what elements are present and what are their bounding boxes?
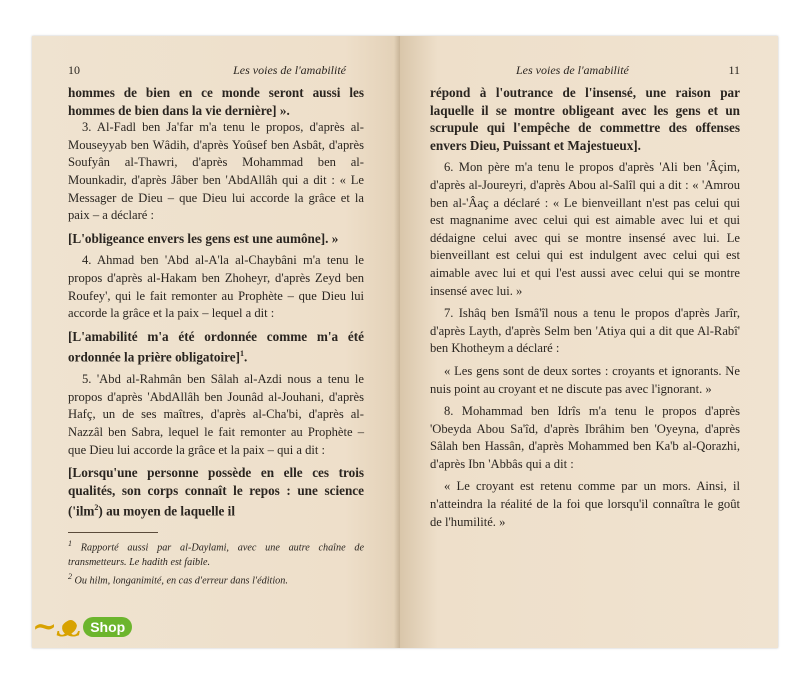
footnote-text: Ou hilm, longanimité, en cas d'erreur dans l'édition. bbox=[72, 575, 288, 587]
paragraph bbox=[430, 363, 740, 398]
paragraph bbox=[68, 119, 364, 225]
paragraph bbox=[430, 84, 740, 154]
paragraph-tail: . bbox=[244, 349, 248, 365]
footnote-rule bbox=[68, 532, 158, 533]
paragraph bbox=[68, 464, 364, 520]
footnote bbox=[68, 537, 364, 569]
paragraph bbox=[430, 403, 740, 473]
footnote bbox=[68, 570, 364, 588]
right-page-header bbox=[430, 62, 740, 78]
footnote-mark: 1 bbox=[240, 349, 245, 359]
left-page bbox=[32, 36, 400, 648]
paragraph bbox=[68, 230, 364, 248]
footnotes bbox=[68, 537, 364, 588]
right-page bbox=[400, 36, 778, 648]
footnote-text: Rapporté aussi par al-Daylami, avec une autre chaîne de transmetteurs. Le hadith est faible. bbox=[68, 542, 364, 568]
paragraph bbox=[430, 159, 740, 300]
footnote-number: 2 bbox=[68, 571, 72, 581]
right-page-text bbox=[430, 84, 740, 531]
paragraph bbox=[68, 84, 364, 119]
footnote-number: 1 bbox=[68, 539, 72, 549]
paragraph bbox=[430, 305, 740, 358]
paragraph-text: « Les gens sont de deux sortes : croyants et ignorants. Ne nuis point au croyant et ne discute pas avec l'ignorant. » bbox=[430, 363, 740, 396]
book-spread bbox=[32, 36, 778, 648]
shop-logo bbox=[32, 609, 132, 644]
paragraph-text: 6. Mon père m'a tenu le propos d'après 'Ali ben 'Âçim, d'après al-Joureyri, d'après Abou al-Salîl qui a dit : « 'Amrou ben al-'Âaç a déclaré : « Le bienveillant n'est pas celui qui est magnanime avec celui qui est aimable avec lui et qui dédaigne celui avec qui se montre insensé avec lui. Le bienveillant est celui qui est indulgent avec celui qui est aimable avec lui et qui l'est aussi avec celui qui se montre insensé avec lui. » bbox=[430, 160, 740, 298]
paragraph bbox=[68, 328, 364, 367]
paragraph-text: 5. 'Abd al-Rahmân ben Sâlah al-Azdi nous a tenu le propos d'après 'AbdAllâh ben Jounâd al-Jouhani, d'après Hafç, un de ses maîtres, d'après al-Cha'bi, d'après al-Nazzâl ben Sabra, lequel le fait remonter au Prophète – que Dieu lui accorde la grâce et la paix – qui a dit : bbox=[68, 372, 364, 457]
paragraph-text: [Lorsqu'une personne possède en elle ces trois qualités, son corps connaît le repos : une science ('ilm bbox=[68, 465, 364, 519]
paragraph bbox=[430, 478, 740, 531]
running-title: Les voies de l'amabilité bbox=[233, 62, 346, 77]
paragraph-text: répond à l'outrance de l'insensé, une raison par laquelle il se montre obligeant avec les gens et un scrupule qui l'empêche de commettre des offenses envers Dieu, Puissant et Majestueux]. bbox=[430, 85, 740, 153]
paragraph bbox=[68, 252, 364, 322]
paragraph-text: « Le croyant est retenu comme par un mors. Ainsi, il n'atteindra la réalité de la foi que lorsqu'il connaîtra le goût de l'humilité. » bbox=[430, 479, 740, 529]
paragraph-text: 7. Ishâq ben Ismâ'îl nous a tenu le propos d'après Jarîr, d'après Layth, d'après Selm ben 'Atiya qui a dit que Al-Rabî' ben Khotheym a déclaré : bbox=[430, 306, 740, 356]
running-title: Les voies de l'amabilité bbox=[516, 62, 629, 77]
footnote-mark: 2 bbox=[94, 503, 99, 513]
paragraph-text: [L'amabilité m'a été ordonnée comme m'a été ordonnée la prière obligatoire] bbox=[68, 328, 364, 365]
paragraph-text: hommes de bien en ce monde seront aussi les hommes de bien dans la vie dernière] ». bbox=[68, 85, 364, 118]
paragraph-text: 8. Mohammad ben Idrîs m'a tenu le propos d'après 'Obeyda Abou Sa'îd, d'après Ibrâhim ben 'Oyeyna, d'après Sâlah ben Hassân, d'après Mohammed ben Ka'b al-Qorazhi, d'après Ibn 'Abbâs qui a dit : bbox=[430, 404, 740, 471]
paragraph bbox=[68, 371, 364, 459]
left-page-text bbox=[68, 84, 364, 520]
swirl-icon: ~ᴥ bbox=[32, 609, 82, 644]
page-number: 10 bbox=[68, 62, 80, 77]
shop-logo-text: Shop bbox=[83, 617, 132, 637]
paragraph-text: 4. Ahmad ben 'Abd al-A'la al-Chaybâni m'a tenu le propos d'après al-Hakam ben Zhoheyr, d'après Zeyd ben Roufey', qui le fait remonter au Prophète – que Dieu lui accorde la grâce et la paix – lequel a dit : bbox=[68, 253, 364, 321]
paragraph-tail: ) au moyen de laquelle il bbox=[98, 503, 236, 519]
left-page-header bbox=[68, 62, 364, 78]
paragraph-text: 3. Al-Fadl ben Ja'far m'a tenu le propos, d'après al-Mouseyyab ben Wâdih, d'après Yoûsef ben Asbât, d'après Soufyân al-Thawri, d'après Mohammad ben al-Mounkadir, d'après Jâber ben 'AbdAllâh qui a dit : « Le Messager de Dieu – que Dieu lui accorde la grâce et la paix – a déclaré : bbox=[68, 120, 364, 223]
page-number: 11 bbox=[728, 62, 740, 77]
paragraph-text: [L'obligeance envers les gens est une aumône]. » bbox=[68, 230, 339, 246]
